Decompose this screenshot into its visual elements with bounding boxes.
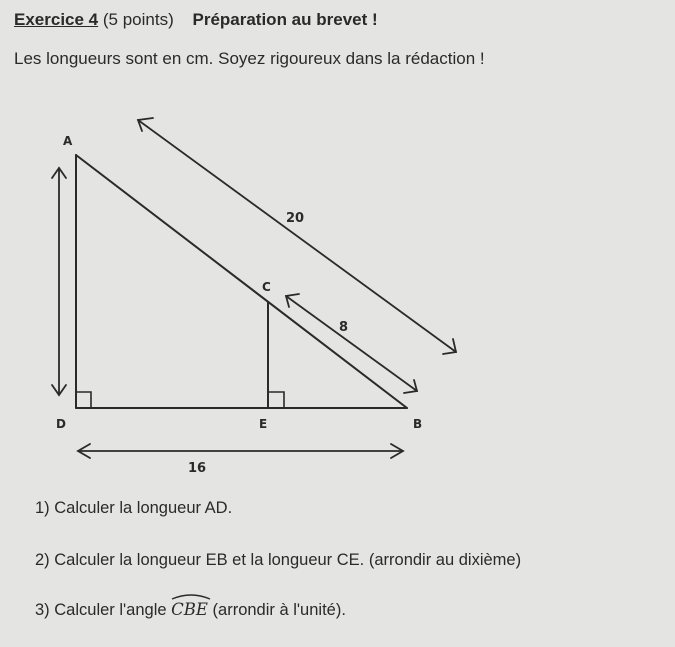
angle-hat-icon [171, 594, 211, 600]
label-B: B [413, 417, 423, 431]
angle-CBE [171, 600, 208, 619]
question-1: 1) Calculer la longueur AD. [35, 499, 233, 517]
label-E: E [259, 417, 268, 431]
exercise-label: Exercice 4 [14, 10, 99, 29]
question-3-suffix: (arrondir à l'unité). [212, 601, 346, 619]
label-C: C [262, 280, 271, 294]
length-DB: 16 [188, 461, 207, 476]
arrow-AB [138, 120, 456, 352]
question-3-prefix: 3) Calculer l'angle [35, 601, 167, 619]
segment-AB [76, 155, 407, 408]
right-angle-E [268, 392, 284, 408]
right-angle-D [76, 392, 91, 408]
label-D: D [56, 417, 66, 431]
question-3 [35, 600, 346, 620]
length-AB: 20 [286, 211, 305, 226]
question-2: 2) Calculer la longueur EB et la longueur CE. (arrondir au dixième) [35, 551, 522, 569]
label-A: A [63, 134, 73, 148]
intro-text: Les longueurs sont en cm. Soyez rigoureux dans la rédaction ! [14, 49, 485, 68]
length-CB: 8 [339, 320, 349, 335]
exercise-points: (5 points) [102, 10, 174, 29]
exercise-subtitle: Préparation au brevet ! [192, 10, 378, 29]
angle-CBE-text: CBE [171, 600, 208, 619]
